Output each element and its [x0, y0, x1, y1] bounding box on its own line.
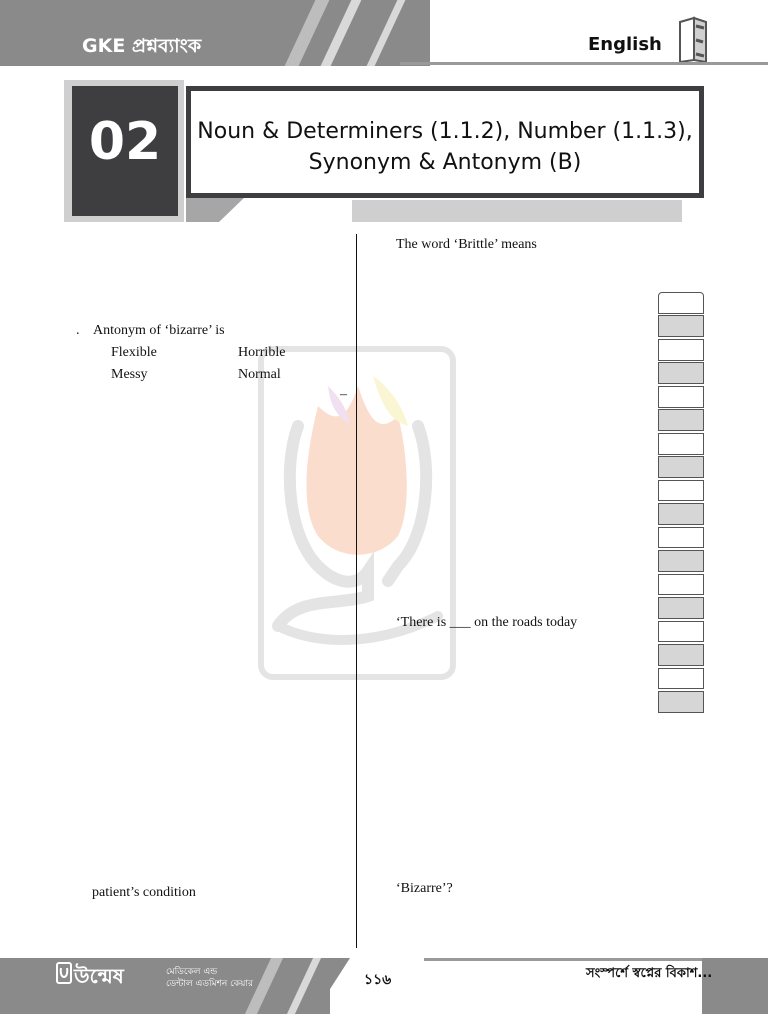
question-brittle: The word ‘Brittle’ means [396, 237, 537, 252]
answer-grid-cell [658, 315, 704, 337]
answer-grid-cell [658, 574, 704, 596]
option-b: Horrible [238, 345, 286, 360]
option-a: Flexible [111, 345, 157, 360]
answer-grid-cell [658, 644, 704, 666]
question-antonym-marker: . [76, 323, 80, 338]
answer-grid-cell [658, 503, 704, 525]
column-divider [356, 234, 357, 948]
answer-grid-cell [658, 668, 704, 690]
question-patient-condition: patient’s condition [92, 885, 196, 900]
chapter-number: 02 [88, 112, 162, 172]
chapter-title-shadow-corner [186, 196, 246, 222]
footer-rule [424, 958, 702, 961]
footer-logo-sub2: ডেন্টাল এডমিশন কেয়ার [166, 979, 253, 989]
answer-grid-cell [658, 480, 704, 502]
question-bizarre: ‘Bizarre’? [396, 881, 453, 896]
answer-grid-cell [658, 433, 704, 455]
answer-grid-cell [658, 456, 704, 478]
option-c: Messy [111, 367, 148, 382]
chapter-title-line2: Synonym & Antonym (B) [308, 150, 582, 175]
answer-grid-cell [658, 386, 704, 408]
answer-grid-cell [658, 691, 704, 713]
answer-grid-cell [658, 339, 704, 361]
book-title: GKE প্রশ্নব্যাংক [82, 35, 202, 57]
subject-label: English [588, 34, 662, 55]
logo-emblem-icon [56, 962, 72, 984]
option-d: Normal [238, 367, 281, 382]
footer-logo-sub1: মেডিকেল এন্ড [166, 967, 218, 977]
answer-grid-cell [658, 409, 704, 431]
book-icon [676, 16, 710, 64]
answer-grid-cell [658, 292, 704, 314]
page-number: ১১৬ [364, 972, 392, 988]
chapter-title-line1: Noun & Determiners (1.1.2), Number (1.1.3), [197, 119, 693, 144]
chapter-title [190, 116, 700, 178]
header-rule [400, 62, 768, 65]
answer-grid-cell [658, 597, 704, 619]
question-antonym-bizarre: Antonym of ‘bizarre’ is [93, 323, 225, 338]
answer-grid-cell [658, 362, 704, 384]
footer-band [0, 958, 330, 1014]
answer-grid [658, 292, 706, 715]
answer-grid-cell [658, 621, 704, 643]
chapter-title-shadow [352, 200, 682, 222]
answer-grid-cell [658, 527, 704, 549]
footer-tagline: সংস্পর্শে স্বপ্নের বিকাশ... [586, 966, 713, 981]
question-there-is: ‘There is ___ on the roads today [396, 615, 578, 630]
footer-logo-name: উন্মেষ [74, 964, 124, 988]
answer-grid-cell [658, 550, 704, 572]
stray-dash: – [340, 387, 347, 402]
